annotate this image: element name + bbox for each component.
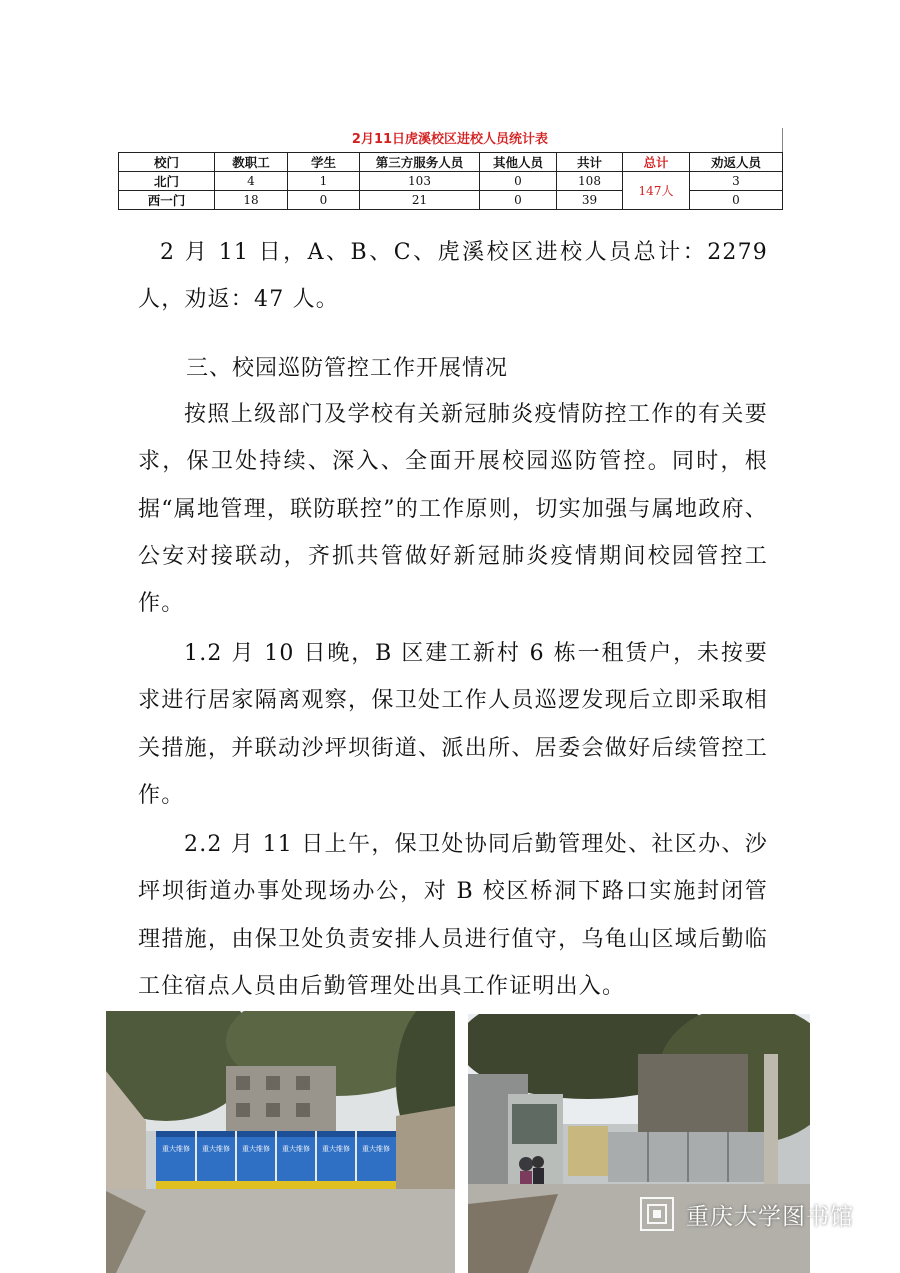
row-staff: 18 [215, 191, 288, 210]
header-students: 学生 [288, 153, 360, 172]
header-staff: 教职工 [215, 153, 288, 172]
stats-table [118, 152, 783, 210]
row-third-party: 21 [360, 191, 480, 210]
library-logo-icon [640, 1197, 674, 1231]
header-third-party: 第三方服务人员 [360, 153, 480, 172]
barrier-sign: 重大维修 [362, 1145, 390, 1153]
body-paragraph: 1.2 月 10 日晚，B 区建工新村 6 栋一租赁户，未按要求进行居家隔离观察，保卫处工作人员巡逻发现后立即采取相关措施，并联动沙坪坝街道、派出所、居委会做好后续管控工作。 [138, 641, 768, 808]
barrier-sign: 重大维修 [322, 1145, 350, 1153]
row-gate: 西一门 [119, 191, 215, 210]
row-subtotal: 39 [557, 191, 623, 210]
body-paragraph: 2.2 月 11 日上午，保卫处协同后勤管理处、社区办、沙坪坝街道办事处现场办公，对 B 校区桥洞下路口实施封闭管理措施，由保卫处负责安排人员进行值守，乌龟山区域后勤临工住宿点人员由后勤管理处出具工作证明出入。 [138, 832, 768, 999]
barrier-sign: 重大维修 [282, 1145, 310, 1153]
barrier-sign: 重大维修 [202, 1145, 230, 1153]
watermark-text: 重庆大学图书馆 [686, 1203, 854, 1230]
stats-table-container [118, 128, 783, 210]
barrier-sign: 重大维修 [242, 1145, 270, 1153]
header-others: 其他人员 [480, 153, 557, 172]
table-header-row [119, 153, 783, 172]
body-paragraph: 按照上级部门及学校有关新冠肺炎疫情防控工作的有关要求，保卫处持续、深入、全面开展校园巡防管控。同时，根据“属地管理，联防联控”的工作原则，切实加强与属地政府、公安对接联动，齐抓共管做好新冠肺炎疫情期间校园管控工作。 [138, 402, 768, 617]
grand-total-cell: 147人 [623, 172, 690, 210]
row-gate: 北门 [119, 172, 215, 191]
header-returned: 劝返人员 [690, 153, 783, 172]
header-subtotal: 共计 [557, 153, 623, 172]
barrier-sign: 重大维修 [162, 1145, 190, 1153]
row-others: 0 [480, 191, 557, 210]
row-third-party: 103 [360, 172, 480, 191]
table-title: 2月11日虎溪校区进校人员统计表 [351, 132, 549, 147]
header-gate: 校门 [119, 153, 215, 172]
header-grand-total: 总计 [623, 153, 690, 172]
row-subtotal: 108 [557, 172, 623, 191]
row-students: 0 [288, 191, 360, 210]
section-heading: 三、校园巡防管控工作开展情况 [186, 356, 509, 381]
row-returned: 3 [690, 172, 783, 191]
row-staff: 4 [215, 172, 288, 191]
row-others: 0 [480, 172, 557, 191]
summary-paragraph: 2 月 11 日，A、B、C、虎溪校区进校人员总计：2279 人，劝返：47 人。 [138, 240, 768, 313]
table-row [119, 172, 783, 191]
library-watermark [640, 1192, 854, 1236]
photo-barrier-road [106, 1011, 455, 1273]
row-students: 1 [288, 172, 360, 191]
row-returned: 0 [690, 191, 783, 210]
photo-barrier-road-image [106, 1011, 455, 1273]
